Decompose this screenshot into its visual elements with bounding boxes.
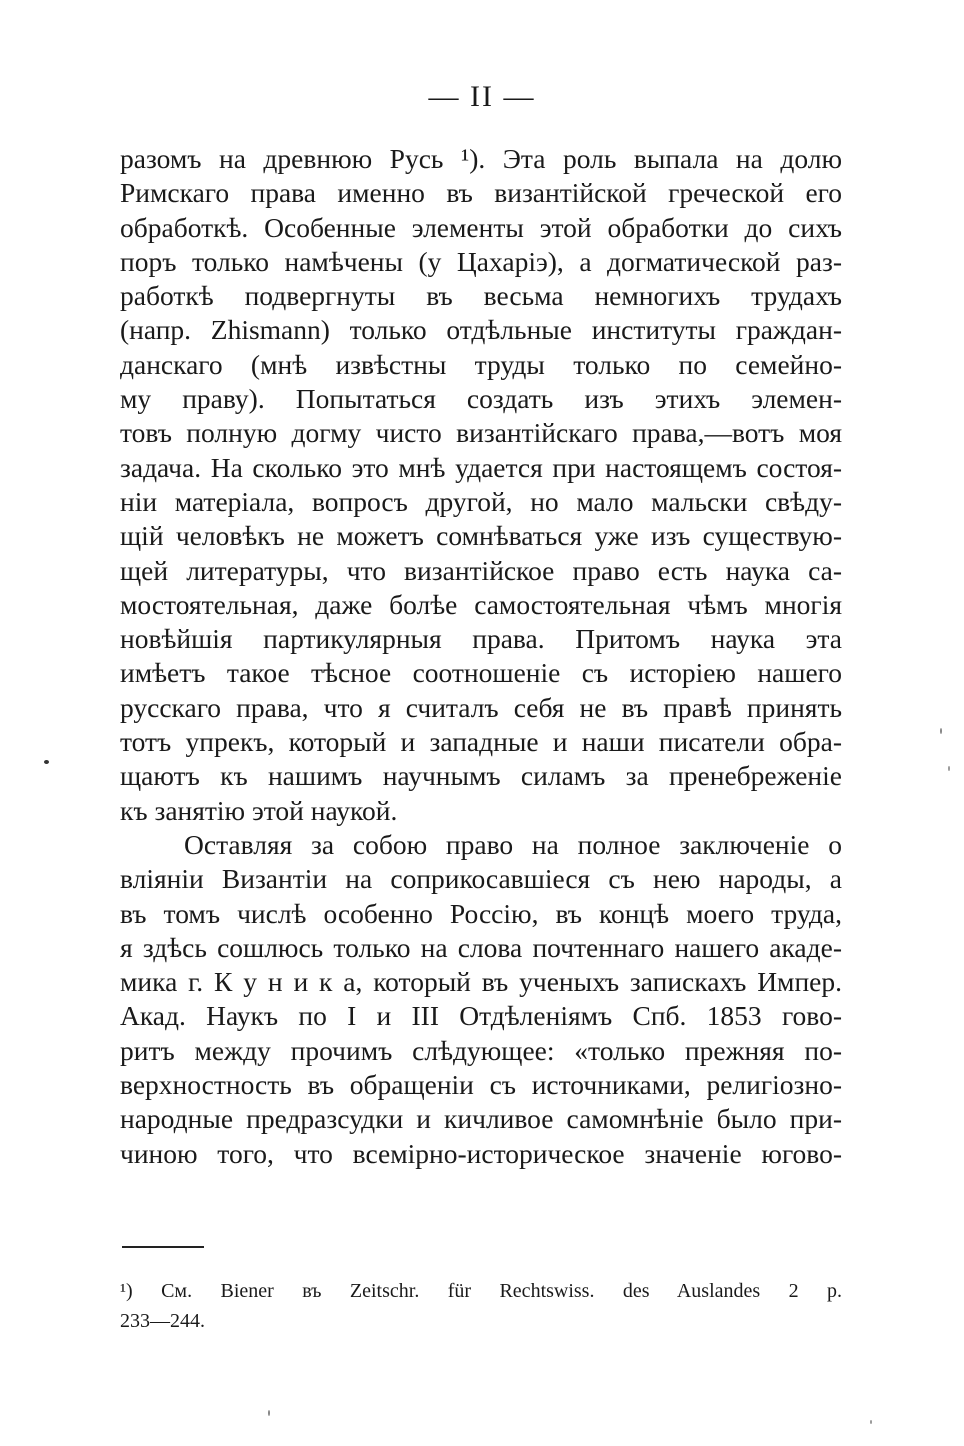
text-line: Акад. Наукъ по I и III Отдѣленіямъ Спб. 1853 гово- — [120, 1000, 842, 1032]
text-line: имѣетъ такое тѣсное соотношеніе съ исторіею нашего — [120, 657, 842, 689]
text-line: щій человѣкъ не можетъ сомнѣваться уже изъ существую- — [120, 520, 842, 552]
text-line: разомъ на древнюю Русь ¹). Эта роль выпала на долю — [120, 143, 842, 174]
text-line: ніи матеріала, вопросъ другой, но мало мальски свѣду- — [120, 485, 842, 517]
text-line: тотъ упрекъ, который и западные и наши писатели обра- — [120, 726, 842, 758]
text-line: ритъ между прочимъ слѣдующее: «только прежняя по- — [120, 1034, 842, 1066]
scan-speck — [948, 766, 950, 771]
page-number-header: — II — — [428, 80, 536, 113]
text-line: въ томъ числѣ особенно Россію, въ концѣ моего труда, — [120, 897, 842, 929]
footnote-line: 233—244. — [120, 1310, 205, 1332]
text-line: щаютъ къ нашимъ научнымъ силамъ за пренебреженіе — [120, 760, 842, 792]
text-line: я здѣсь сошлюсь только на слова почтеннаго нашего акаде- — [120, 931, 842, 963]
scan-speck — [870, 1420, 872, 1424]
scan-speck — [940, 728, 942, 734]
scan-speck — [268, 1410, 270, 1416]
text-line: народные предразсудки и кичливое самомнѣніе было при- — [120, 1103, 842, 1135]
text-line: (напр. Zhismann) только отдѣльные институты граждан- — [120, 314, 842, 346]
scan-speck — [44, 760, 49, 764]
main-text — [120, 142, 842, 1171]
text-line: вліяніи Византіи на соприкосавшіеся съ нею народы, а — [120, 863, 842, 895]
text-line: товъ полную догму чисто византійскаго права,—вотъ моя — [120, 417, 842, 449]
text-line: щей литературы, что византійское право есть наука са- — [120, 554, 842, 586]
text-line: данскаго (мнѣ извѣстны труды только по семейно- — [120, 348, 842, 380]
text-line: мостоятельная, даже болѣе самостоятельная чѣмъ многія — [120, 588, 842, 620]
footnote-divider — [122, 1246, 204, 1248]
text-line: му праву). Попытаться создать изъ этихъ элемен- — [120, 383, 842, 415]
text-line: поръ только намѣчены (у Цахаріэ), а догматической раз- — [120, 245, 842, 277]
text-line: русскаго права, что я считалъ себя не въ правѣ принять — [120, 691, 842, 723]
text-line: работкѣ подвергнуты въ весьма немногихъ трудахъ — [120, 280, 842, 312]
text-line: Оставляя за собою право на полное заключеніе о — [184, 828, 842, 860]
text-line: Римскаго права именно въ византійской греческой его — [120, 177, 842, 209]
footnote-line: ¹) См. Biener въ Zeitschr. für Rechtswiss. des Auslandes 2 p. — [120, 1280, 842, 1302]
text-line: чиною того, что всемірно-историческое значеніе югово- — [120, 1137, 842, 1169]
text-line: мика г. К у н и к а, который въ ученыхъ запискахъ Импер. — [120, 966, 842, 998]
text-line: обработкѣ. Особенные элементы этой обработки до сихъ — [120, 211, 842, 243]
text-line: задача. На сколько это мнѣ удается при настоящемъ состоя- — [120, 451, 842, 483]
footnote — [120, 1276, 842, 1336]
text-line: верхностность въ обращеніи съ источниками, религіозно- — [120, 1069, 842, 1101]
text-line: новѣйшія партикулярныя права. Притомъ наука эта — [120, 623, 842, 655]
text-line: къ занятію этой наукой. — [120, 794, 398, 826]
